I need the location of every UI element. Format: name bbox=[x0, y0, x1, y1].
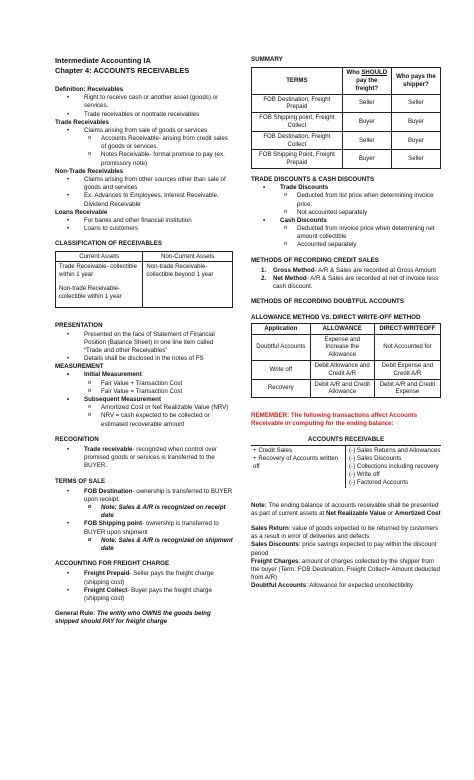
definition-item: • Trade receivables or nontrade receivables bbox=[55, 111, 233, 119]
summary-table bbox=[251, 67, 441, 169]
classification-table bbox=[55, 251, 233, 309]
summary-row bbox=[252, 150, 441, 169]
note-nrv: Net Realizable Value bbox=[325, 509, 386, 517]
discounts-heading: TRADE DISCOUNTS & CASH DISCOUNTS bbox=[251, 175, 375, 183]
initial-measurement: • Initial Measurement bbox=[55, 371, 233, 379]
note-text: The ending balance of accounts receivable shall be presented as part of current assets at bbox=[251, 501, 439, 517]
definition-text: : value of goods expected to be returned by customers as a result in error of deliveries and defects bbox=[251, 525, 439, 541]
fob-destination-note: o Note: Sales & A/R is recognized on receipt date bbox=[55, 504, 233, 520]
net-method-item bbox=[251, 275, 441, 291]
col-noncurrent-assets: Non-Current Assets bbox=[143, 251, 233, 262]
chapter-title: Chapter 4: ACCOUNTS RECEIVABLES bbox=[55, 65, 190, 75]
summary-term: FOB Shipping Point, Freight Prepaid bbox=[252, 150, 343, 169]
summary-term: FOB Destination, Freight Prepaid bbox=[252, 94, 343, 113]
current-assets-cell bbox=[56, 262, 143, 308]
net-method-text: - A/R & Sales are recorded at net of invoice less cash discount. bbox=[273, 275, 439, 291]
classification-heading: CLASSIFICATION OF RECEIVABLES bbox=[55, 240, 163, 248]
allowance-application: Doubtful Accounts bbox=[252, 334, 311, 360]
direct-writeoff-value: Not Accounted for bbox=[374, 334, 440, 360]
trade-sub-item: o Notes Receivable- formal promise to pay (ex. promissory note) bbox=[55, 151, 233, 167]
trade-receivables-heading: Trade Receivables bbox=[55, 118, 110, 126]
summary-freight-payer: Buyer bbox=[342, 113, 391, 132]
summary-row bbox=[252, 94, 441, 113]
summary-col-freight bbox=[342, 68, 391, 94]
cash-discounts: • Cash Discounts bbox=[251, 217, 441, 225]
definition-freight-charges bbox=[251, 558, 441, 583]
nontrade-receivable-current: Non-trade Receivable- collectible within 1 year bbox=[59, 284, 122, 300]
allowance-row bbox=[252, 379, 441, 398]
ar-debit-item: + Credit Sales bbox=[253, 446, 293, 454]
definition-text: : price savings expected to pay within the discount period bbox=[251, 541, 437, 557]
ar-t-account-title: ACCOUNTS RECEIVABLE bbox=[307, 435, 385, 443]
ar-debit-side bbox=[251, 446, 346, 488]
summary-term: FOB Destination, Freight Collect bbox=[252, 131, 343, 150]
fob-shipping-note: o Note: Sales & A/R is recognized on shipment date bbox=[55, 537, 233, 553]
definition-term: Doubtful Accounts bbox=[251, 582, 307, 590]
definition-term: Sales Return bbox=[251, 525, 289, 533]
freight-prepaid-item bbox=[55, 570, 233, 586]
summary-col-terms: TERMS bbox=[252, 68, 343, 94]
summary-col-shipper: Who pays the shipper? bbox=[391, 68, 440, 94]
ar-credit-side bbox=[346, 446, 441, 488]
definition-heading: Definition: Receivables bbox=[55, 85, 124, 93]
fob-shipping-text: - ownership is transferred to BUYER upon shipment bbox=[84, 520, 219, 536]
definition-sales-discounts bbox=[251, 541, 441, 557]
summary-freight-payer: Seller bbox=[342, 94, 391, 113]
summary-col-freight-a: Who bbox=[346, 69, 362, 77]
definition-item: • Right to receive cash or another asset (goods) or services. bbox=[55, 94, 233, 110]
allowance-col-allowance: ALLOWANCE bbox=[310, 323, 374, 334]
summary-freight-payer: Seller bbox=[342, 131, 391, 150]
right-column bbox=[251, 56, 441, 591]
initial-sub-item: o Fair Value + Transaction Cost bbox=[55, 380, 233, 388]
subsequent-sub-item: o NRV = cash expected to be collected or estimated recoverable amount bbox=[55, 412, 233, 428]
ar-credit-item: (-) Sales Discounts bbox=[349, 454, 402, 462]
allowance-value: Expense and Increase the Allowance bbox=[310, 334, 374, 360]
general-rule bbox=[55, 610, 233, 626]
allowance-row bbox=[252, 360, 441, 379]
trade-sub-item: o Accounts Receivable- arising from credit sales of goods or services. bbox=[55, 135, 233, 151]
subsequent-sub-item: o Amortized Cost or Net Realizable Value (NRV) bbox=[55, 404, 233, 412]
trade-discount-sub: o Deducted from list price when determining invoice price. bbox=[251, 192, 441, 208]
definition-text: : amount of charges collected by the shipper from the buyer (Term: FOB Destination, Freight Collect= Amount deducted from A/R) bbox=[251, 557, 440, 582]
measurement-heading: MEASUREMENT bbox=[55, 363, 104, 371]
gross-method-number: 1. bbox=[261, 266, 267, 274]
fob-destination-text: - ownership is transferred to BUYER upon receipt. bbox=[84, 487, 233, 503]
loans-item: • For banks and other financial institution bbox=[55, 217, 233, 225]
document-title: Intermediate Accounting IA bbox=[55, 56, 151, 65]
remember-note: REMEMBER: The following transactions affect Accounts Receivable in computing for the ending balance: bbox=[251, 412, 418, 428]
summary-row bbox=[252, 131, 441, 150]
summary-col-freight-b: pay the freight? bbox=[355, 76, 379, 92]
nontrade-item: • Ex. Advances to Employees, Interest Receivable, Dividend Receivable bbox=[55, 192, 233, 208]
note-amortized: Amortized Cost bbox=[394, 509, 441, 517]
presentation-item: • Presented on the face of Statement of Financial Position (Balance Sheet) in one line item called “Trade and other Receivables” bbox=[55, 331, 233, 356]
definition-sales-return bbox=[251, 525, 441, 541]
ending-balance-note bbox=[251, 502, 441, 518]
definition-term: Sales Discounts bbox=[251, 541, 299, 549]
ar-credit-item: (-) Factored Accounts bbox=[349, 479, 409, 487]
freight-collect-item bbox=[55, 587, 233, 603]
gross-method-term: Gross Method bbox=[273, 266, 315, 274]
doubtful-heading: METHODS OF RECORDING DOUBTFUL ACCOUNTS bbox=[251, 298, 404, 306]
summary-term: FOB Shipping point, Freight Collect bbox=[252, 113, 343, 132]
note-or: or bbox=[385, 509, 395, 517]
col-current-assets: Current Assets bbox=[56, 251, 143, 262]
allowance-heading: ALLOWANCE METHOD VS. DIRECT WRITE-OFF METHOD bbox=[251, 313, 421, 321]
fob-destination-term: FOB Destination bbox=[84, 487, 133, 495]
summary-row bbox=[252, 113, 441, 132]
ar-credit-item: (-) Write off bbox=[349, 471, 380, 479]
ar-credit-item: (-) Collections including recovery bbox=[349, 463, 439, 471]
definition-text: : Allowance for expected uncollectibility bbox=[306, 582, 414, 590]
direct-writeoff-value: Debit A/R and Credit Expense bbox=[374, 379, 440, 398]
nontrade-item: • Claims arising from other sources other than sale of goods and services bbox=[55, 176, 233, 192]
freight-heading: ACCOUNTING FOR FREIGHT CHARGE bbox=[55, 560, 170, 568]
allowance-col-direct: DIRECT-WRITEOFF bbox=[374, 323, 440, 334]
gross-method-text: - A/R & Sales are recorded at Gross Amount bbox=[314, 266, 437, 274]
freight-collect-text: - Buyer pays the freight charge (shipping cost) bbox=[84, 586, 212, 602]
allowance-col-application: Application bbox=[252, 323, 311, 334]
nontrade-heading: Non-Trade Receivables bbox=[55, 167, 124, 175]
summary-shipper-payer: Seller bbox=[391, 94, 440, 113]
initial-sub-item: o Fair Value = Transaction Cost bbox=[55, 388, 233, 396]
allowance-table bbox=[251, 323, 441, 398]
general-rule-label: General Rule: bbox=[55, 610, 96, 618]
definition-doubtful-accounts bbox=[251, 582, 441, 590]
direct-writeoff-value: Debit Expense and Credit A/R bbox=[374, 360, 440, 379]
summary-col-freight-should: SHOULD bbox=[361, 69, 388, 77]
trade-receivables-item: • Claims arising from sale of goods or services bbox=[55, 127, 233, 135]
recognition-heading: RECOGNITION bbox=[55, 435, 99, 443]
presentation-heading: PRESENTATION bbox=[55, 322, 103, 330]
recognition-text: - recognized when control over promised goods or services is transferred to the BUYER. bbox=[84, 445, 218, 470]
cash-discount-sub: o Deducted from invoice price when determining net amount collectible bbox=[251, 225, 441, 241]
cash-discount-sub: o Accounted separately bbox=[251, 241, 441, 249]
recognition-term: Trade receivable bbox=[84, 445, 133, 453]
nontrade-receivable-noncurrent: Non-trade Receivable- collectible beyond 1 year bbox=[143, 262, 233, 308]
fob-destination-item bbox=[55, 488, 233, 504]
definition-term: Freight Charges bbox=[251, 557, 299, 565]
allowance-application: Write off bbox=[252, 360, 311, 379]
allowance-value: Debit A/R and Credit Allowance bbox=[310, 379, 374, 398]
summary-shipper-payer: Buyer bbox=[391, 131, 440, 150]
summary-heading: SUMMARY bbox=[251, 56, 283, 63]
summary-freight-payer: Buyer bbox=[342, 150, 391, 169]
ar-credit-item: (-) Sales Returns and Allowances bbox=[349, 446, 441, 454]
summary-shipper-payer: Seller bbox=[391, 150, 440, 169]
trade-receivable-current: Trade Receivable- collectible within 1 year bbox=[59, 263, 138, 279]
fob-shipping-term: FOB Shipping point bbox=[84, 520, 143, 528]
general-rule-text: The entity who OWNS the goods being shipped should PAY for freight charge bbox=[55, 610, 211, 626]
note-label: Note: bbox=[251, 501, 267, 509]
terms-heading: TERMS OF SALE bbox=[55, 477, 106, 485]
allowance-row bbox=[252, 334, 441, 360]
freight-prepaid-term: Freight Prepaid bbox=[84, 570, 130, 578]
summary-shipper-payer: Buyer bbox=[391, 113, 440, 132]
net-method-term: Net Method bbox=[273, 275, 307, 283]
net-method-number: 2. bbox=[261, 275, 267, 283]
trade-discounts: • Trade Discounts bbox=[251, 184, 441, 192]
presentation-item: • Details shall be disclosed in the notes of FS bbox=[55, 355, 233, 363]
loans-item: • Loans to customers bbox=[55, 225, 233, 233]
allowance-application: Recovery bbox=[252, 379, 311, 398]
trade-discount-sub: o Not accounted separately bbox=[251, 209, 441, 217]
subsequent-measurement: • Subsequent Measurement bbox=[55, 396, 233, 404]
recognition-item bbox=[55, 446, 233, 471]
freight-prepaid-text: - Seller pays the freight charge (shipping cost) bbox=[84, 570, 214, 586]
left-column bbox=[55, 56, 233, 627]
credit-sales-heading: METHODS OF RECORDING CREDIT SALES bbox=[251, 256, 379, 264]
loans-heading: Loans Receivable bbox=[55, 208, 108, 216]
fob-shipping-item bbox=[55, 520, 233, 536]
allowance-value: Debit Allowance and Credit A/R bbox=[310, 360, 374, 379]
ar-debit-item: + Recovery of Accounts written off bbox=[253, 454, 339, 471]
ar-t-account bbox=[251, 445, 441, 488]
freight-collect-term: Freight Collect bbox=[84, 586, 128, 594]
gross-method-item bbox=[251, 267, 441, 275]
